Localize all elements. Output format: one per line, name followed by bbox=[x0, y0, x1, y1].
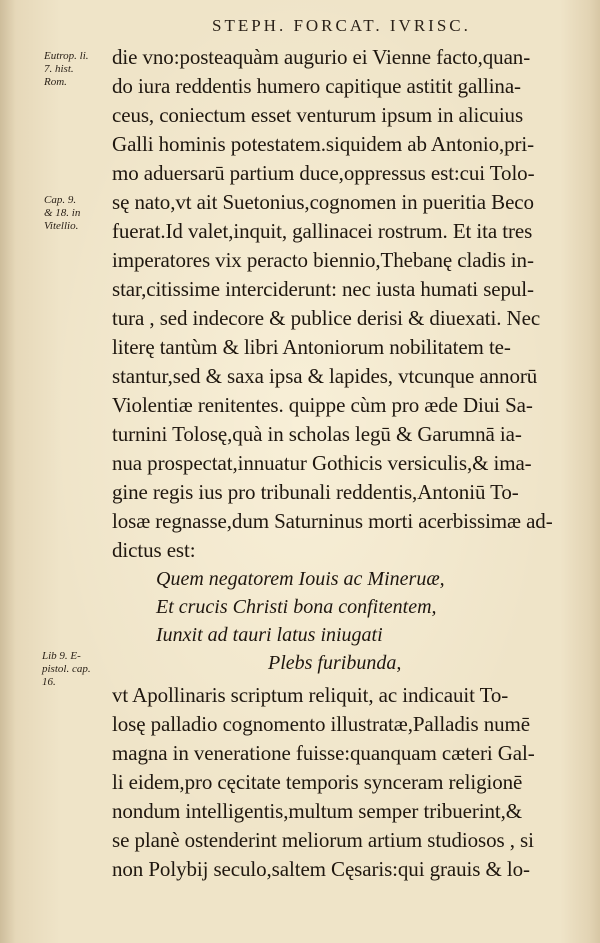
margin-note bbox=[44, 194, 102, 233]
margin-note-line: Vitellio. bbox=[44, 220, 79, 232]
body-line: Violentiæ renitentes. quippe cùm pro æde Diui Sa- bbox=[112, 393, 533, 417]
body-line: li eidem,pro cęcitate temporis synceram religionē bbox=[112, 770, 523, 794]
body-line: magna in veneratione fuisse:quanquam cæteri Gal- bbox=[112, 741, 535, 765]
verse-line: Iunxit ad tauri latus iniugati bbox=[156, 624, 383, 646]
margin-note bbox=[42, 650, 100, 689]
body-line: star,citissime interciderunt: nec iusta humati sepul- bbox=[112, 277, 534, 301]
body-line: sę nato,vt ait Suetonius,cognomen in pueritia Beco bbox=[112, 190, 534, 214]
margin-note-line: pistol. cap. bbox=[42, 663, 91, 675]
body-line: turnini Tolosę,quà in scholas legū & Garumnā ia- bbox=[112, 422, 522, 446]
body-line: tura , sed indecore & publice derisi & diuexati. Nec bbox=[112, 306, 541, 330]
body-line: imperatores vix peracto biennio,Thebanę cladis in- bbox=[112, 248, 534, 272]
running-header: STEPH. FORCAT. IVRISC. bbox=[212, 16, 471, 35]
margin-note-line: 16. bbox=[42, 676, 56, 688]
margin-note-line: Lib 9. E- bbox=[42, 650, 81, 662]
body-line: fuerat.Id valet,inquit, gallinacei rostrum. Et ita tres bbox=[112, 219, 533, 243]
body-line: do iura reddentis humero capitique astitit gallina- bbox=[112, 74, 521, 98]
body-line: dictus est: bbox=[112, 538, 196, 562]
body-line: ceus, coniectum esset venturum ipsum in alicuius bbox=[112, 103, 524, 127]
body-line: die vno:posteaquàm augurio ei Vienne facto,quan- bbox=[112, 45, 531, 69]
body-line: non Polybij seculo,saltem Cęsaris:qui grauis & lo- bbox=[112, 857, 530, 881]
margin-note-line: Eutrop. li. bbox=[44, 50, 89, 62]
body-line: losę palladio cognomento illustratæ,Palladis numē bbox=[112, 712, 530, 736]
body-line: losæ regnasse,dum Saturninus morti acerbissimæ ad- bbox=[112, 509, 553, 533]
margin-note-line: 7. hist. bbox=[44, 63, 74, 75]
body-line: Galli hominis potestatem.siquidem ab Antonio,pri- bbox=[112, 132, 535, 156]
margin-note-line: Rom. bbox=[44, 76, 67, 88]
body-line: gine regis ius pro tribunali reddentis,Antoniū To- bbox=[112, 480, 519, 504]
margin-note bbox=[44, 50, 102, 89]
body-line: nondum intelligentis,multum semper tribuerint,& bbox=[112, 799, 522, 823]
body-line: mo aduersarū partium duce,oppressus est:cui Tolo- bbox=[112, 161, 535, 185]
body-line: stantur,sed & saxa ipsa & lapides, vtcunque annorū bbox=[112, 364, 538, 388]
verse-line: Quem negatorem Iouis ac Mineruæ, bbox=[156, 568, 445, 590]
verse-line: Plebs furibunda, bbox=[268, 652, 402, 674]
body-line: nua prospectat,innuatur Gothicis versiculis,& ima- bbox=[112, 451, 532, 475]
verse-line: Et crucis Christi bona confitentem, bbox=[156, 596, 437, 618]
body-line: literę tantùm & libri Antoniorum nobilitatem te- bbox=[112, 335, 511, 359]
body-line: vt Apollinaris scriptum reliquit, ac indicauit To- bbox=[112, 683, 509, 707]
margin-note-line: Cap. 9. bbox=[44, 194, 77, 206]
body-line: se planè ostenderint meliorum artium studiosos , si bbox=[112, 828, 534, 852]
margin-note-line: & 18. in bbox=[44, 207, 81, 219]
